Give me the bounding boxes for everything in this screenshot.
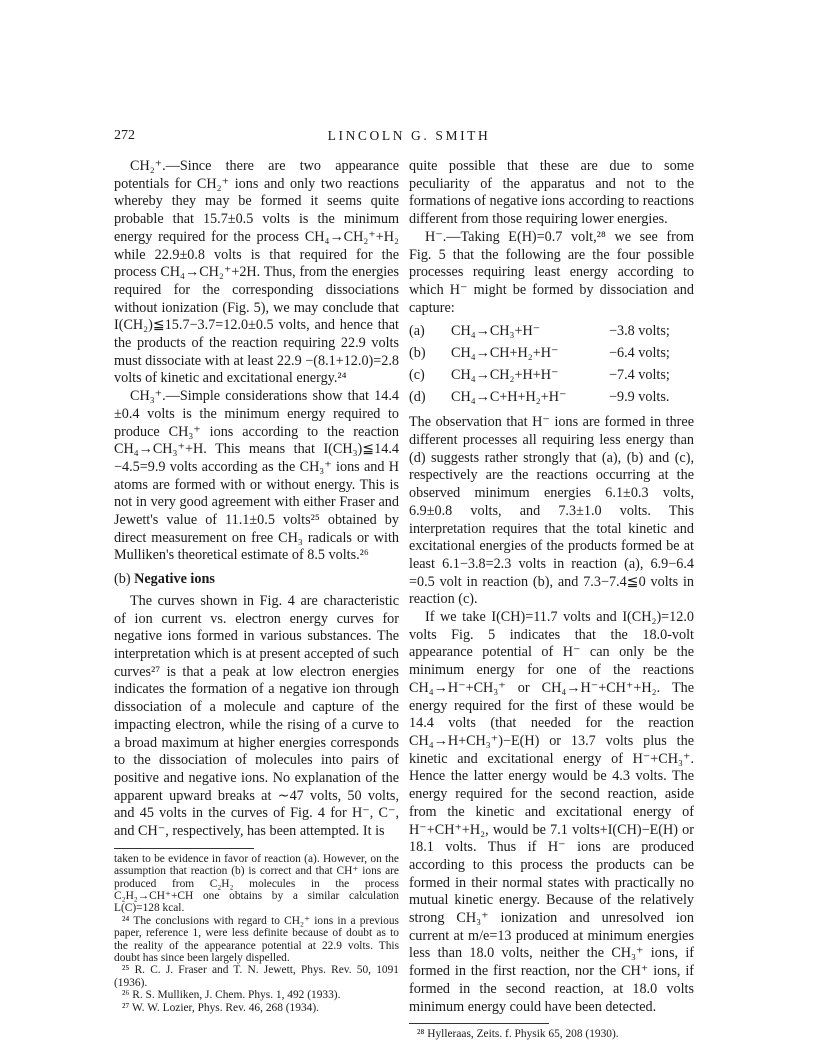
- paragraph-ch3: CH₃⁺.—Simple considerations show that 14.4 ±0.4 volts is the minimum energy required to produce CH₃⁺ ions according to the reaction CH₄→CH₃⁺+H. This means that I(CH₃)≦14.4 −4.5=9.9 volts according as the CH₃⁺ ions and H atoms are formed with or without energy. This is not in very good agreement with either Fraser and Jewett's value of 11.1±0.5 volts²⁵ obtained by direct measurement on free CH₃ radicals or with Mulliken's theoretical estimate of 8.5 volts.²⁶: [114, 388, 399, 564]
- footnote-continued: taken to be evidence in favor of reaction (a). However, on the assumption that reaction (b) is correct and that CH⁺ ions are produced from C₂H₂ molecules in the process C₂H₂→CH⁺+CH one obtains by a similar calculation L(C)=128 kcal.: [114, 852, 399, 915]
- paragraph-ionization: If we take I(CH)=11.7 volts and I(CH₂)=12.0 volts Fig. 5 indicates that the 18.0-volt appearance potential of H⁻ can only be the minimum energy for one of the reactions CH₄→H⁻+CH₃⁺ or CH₄→H⁻+CH⁺+H₂. The energy required for the first of these would be 14.4 volts (that needed for the reaction CH₄→H+CH₃⁺)−E(H) or 13.7 volts plus the kinetic and excitational energy of H⁻+CH₃⁺. Hence the latter energy would be 4.3 volts. The energy required for the second reaction, aside from the kinetic and excitational energy of H⁻+CH⁺+H₂, would be 7.1 volts+I(CH)−E(H) or 18.1 volts. Thus if H⁻ ions are produced according to this process the products can be formed in their normal states with practically no mutual kinetic energy. Because of the relatively strong CH₃⁺ ionization and unresolved ion current at m/e=13 produced at minimum energies less than 18.0 volts, neither the CH₃⁺ ions, if formed in the first reaction, nor the CH⁺ ions, if formed in the second reaction, at 18.0 volts minimum energy could have been detected.: [409, 609, 694, 1015]
- equation-energy: −9.9 volts.: [609, 389, 670, 406]
- page-header: [114, 128, 704, 148]
- footnote-27: ²⁷ W. W. Lozier, Phys. Rev. 46, 268 (1934).: [122, 1001, 319, 1014]
- equation-energy: −7.4 volts;: [609, 367, 670, 384]
- page-number: 272: [114, 128, 135, 143]
- equation-label: (d): [409, 389, 426, 406]
- equation-label: (a): [409, 323, 425, 340]
- section-heading: [114, 571, 399, 589]
- footnote-25: ²⁵ R. C. J. Fraser and T. N. Jewett, Phys. Rev. 50, 1091 (1936).: [114, 964, 399, 989]
- equation-c: [409, 365, 694, 387]
- footnote-rule: [409, 1023, 549, 1024]
- footnote-rule: [114, 848, 254, 849]
- paragraph-continued: quite possible that these are due to some peculiarity of the apparatus and not to the formations of negative ions according to reactions different from those requiring lower energies.: [409, 158, 694, 228]
- equation-label: (c): [409, 367, 425, 384]
- footnote-26: ²⁶ R. S. Mulliken, J. Chem. Phys. 1, 492 (1933).: [122, 989, 341, 1002]
- equation-energy: −3.8 volts;: [609, 323, 670, 340]
- left-column: [114, 158, 399, 1014]
- footnotes-left: [114, 853, 399, 1014]
- equation-reaction: CH₄→CH₃+H⁻: [451, 323, 541, 340]
- equation-b: [409, 343, 694, 365]
- right-column: [409, 158, 694, 1041]
- equation-energy: −6.4 volts;: [609, 345, 670, 362]
- equation-a: [409, 321, 694, 343]
- paragraph-h-minus: H⁻.—Taking E(H)=0.7 volt,²⁸ we see from Fig. 5 that the following are the four possible processes requiring least energy according to which H⁻ might be formed by dissociation and capture:: [409, 228, 694, 316]
- paragraph-observation: The observation that H⁻ ions are formed in three different processes all requiring less energy than (d) suggests rather strongly that (a), (b) and (c), respectively are the reactions occurring at the observed minimum energies 6.1±0.3 volts, 6.9±0.8 volts, and 7.3±1.0 volts. This interpretation requires that the total kinetic and excitational energies of the products formed be at least 6.1−3.8=2.3 volts in reaction (a), 6.9−6.4 =0.5 volt in reaction (b), and 7.3−7.4≦0 volts in reaction (c).: [409, 414, 694, 608]
- section-heading-label: (b): [114, 571, 131, 588]
- running-title: LINCOLN G. SMITH: [327, 128, 491, 143]
- section-heading-text: Negative ions: [134, 571, 215, 588]
- footnotes-right: [409, 1028, 694, 1040]
- equation-reaction: CH₄→CH₂+H+H⁻: [451, 367, 559, 384]
- equation-label: (b): [409, 345, 426, 362]
- equation-reaction: CH₄→C+H+H₂+H⁻: [451, 389, 567, 406]
- equation-d: [409, 387, 694, 409]
- paragraph-ch2: CH₂⁺.—Since there are two appearance potentials for CH₂⁺ ions and only two reactions whereby they may be formed it seems quite probable that 15.7±0.5 volts is the minimum energy required for the process CH₄→CH₂⁺+H₂ while 22.9±0.8 volts is that required for the process CH₄→CH₂⁺+2H. Thus, from the energies required for the corresponding dissociations without ionization (Fig. 5), we may conclude that I(CH₂)≦15.7−3.7=12.0±0.5 volts, and hence that the products of the reaction requiring 22.9 volts must dissociate with at least 22.9 −(8.1+12.0)=2.8 volts of kinetic and excitational energy.²⁴: [114, 158, 399, 387]
- footnote-28: ²⁸ Hylleraas, Zeits. f. Physik 65, 208 (1930).: [417, 1028, 619, 1041]
- footnote-24: ²⁴ The conclusions with regard to CH₂⁺ ions in a previous paper, reference 1, were less definite because of doubt as to the reality of the appearance potential at 22.9 volts. This doubt has since been largely dispelled.: [114, 914, 399, 964]
- equation-reaction: CH₄→CH+H₂+H⁻: [451, 345, 559, 362]
- paragraph-negative-ions: The curves shown in Fig. 4 are characteristic of ion current vs. electron energy curves for negative ions formed in various substances. The interpretation which is at present accepted of such curves²⁷ is that a peak at low electron energies indicates the formation of a negative ion through dissociation of a molecule and capture of the impacting electron, while the rising of a curve to a broad maximum at higher energies corresponds to the dissociation of molecules into pairs of positive and negative ions. No explanation of the apparent upward breaks at ∼47 volts, 50 volts, and 45 volts in the curves of Fig. 4 for H⁻, C⁻, and CH⁻, respectively, has been attempted. It is: [114, 592, 399, 840]
- equation-list: [409, 321, 694, 409]
